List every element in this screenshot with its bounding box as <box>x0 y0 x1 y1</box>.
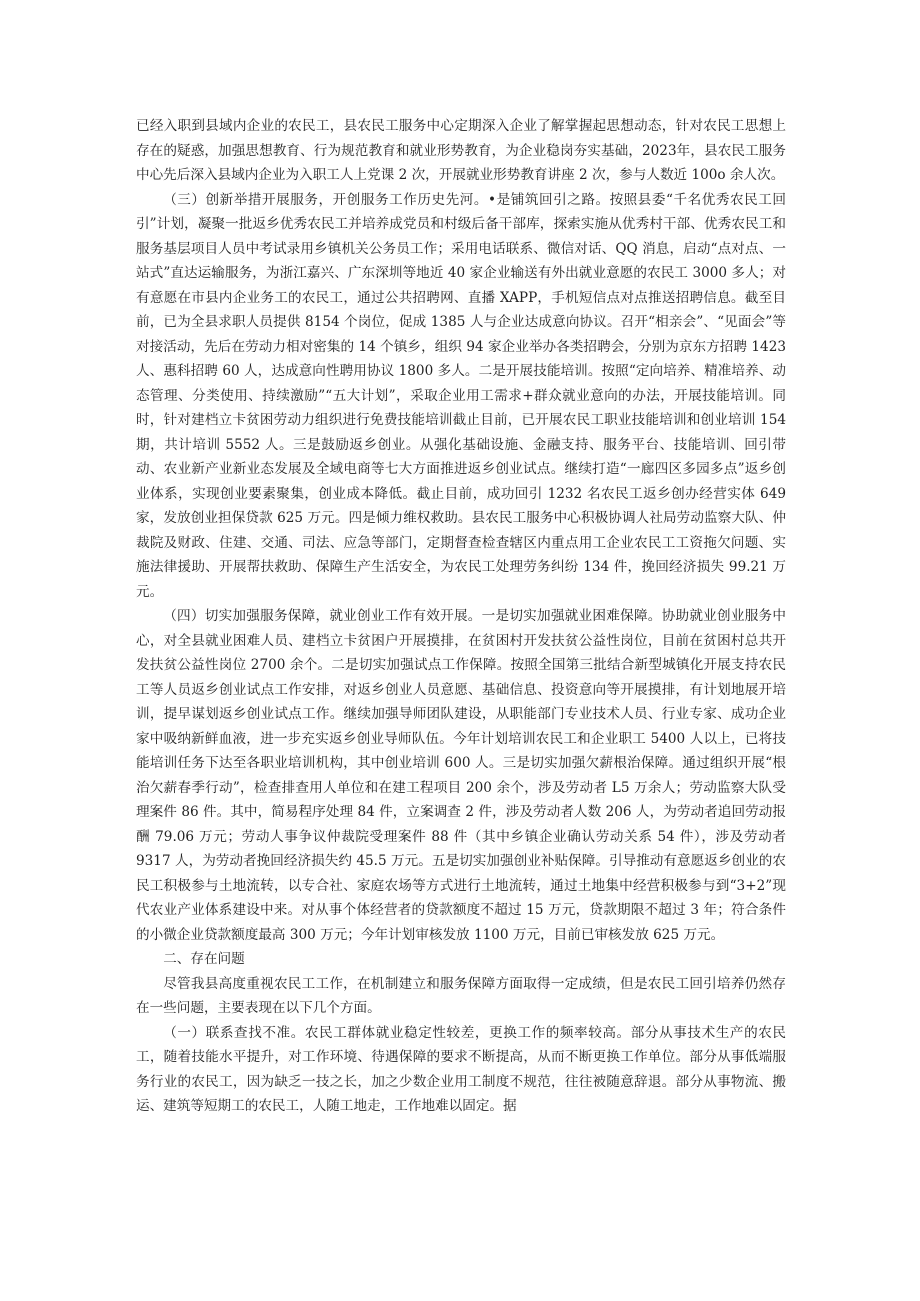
paragraph-section-3-innovation: （三）创新举措开展服务，开创服务工作历史先河。•是铺筑回引之路。按照县委“千名优秀农民工回引”计划，凝聚一批返乡优秀农民工并培养成党员和村级后备干部库，探索实施从优秀村干部、优秀农民工和服务基层项目人员中考试录用乡镇机关公务员工作；采用电话联系、微信对话、QQ 消息，启动“点对点、一站式”直达运输服务，为浙江嘉兴、广东深圳等地近 40 家企业输送有外出就业意愿的农民工 3000 多人；对有意愿在市县内企业务工的农民工，通过公共招聘网、直播 XAPP，手机短信点对点推送招聘信息。截至目前，已为全县求职人员提供 8154 个岗位，促成 1385 人与企业达成意向协议。召开“相亲会”、“见面会”等对接活动，先后在劳动力相对密集的 14 个镇乡，组织 94 家企业举办各类招聘会，分别为京东方招聘 1423 人、惠科招聘 60 人，达成意向性聘用协议 1800 多人。二是开展技能培训。按照“定向培养、精准培养、动态管理、分类使用、持续激励”“五大计划”，采取企业用工需求+群众就业意向的办法，开展技能培训。同时，针对建档立卡贫困劳动力组织进行免费技能培训截止目前，已开展农民工职业技能培训和创业培训 154 期，共计培训 5552 人。三是鼓励返乡创业。从强化基础设施、金融支持、服务平台、技能培训、回引带动、农业新产业新业态发展及全域电商等七大方面推进返乡创业试点。继续打造“一廊四区多园多点”返乡创业体系，实现创业要素聚集，创业成本降低。截止目前，成功回引 1232 名农民工返乡创办经营实体 649 家，发放创业担保贷款 625 万元。四是倾力维权救助。县农民工服务中心积极协调人社局劳动监察大队、仲裁院及财政、住建、交通、司法、应急等部门，定期督查检查辖区内重点用工企业农民工工资拖欠问题、实施法律援助、开展帮扶救助、保障生产生活安全，为农民工处理劳务纠纷 134 件，挽回经济损失 99.21 万元。 <box>136 191 786 600</box>
paragraph-problem-1-contact: （一）联系查找不准。农民工群体就业稳定性较差，更换工作的频率较高。部分从事技术生产的农民工，随着技能水平提升，对工作环境、待遇保障的要求不断提高，从而不断更换工作单位。部分从事低端服务行业的农民工，因为缺乏一技之长，加之少数企业用工制度不规范，往往被随意辞退。部分从事物流、搬运、建筑等短期工的农民工，人随工地走，工作地难以固定。据 <box>136 1024 786 1114</box>
document-body <box>136 114 786 1119</box>
paragraph-section-4-service-guarantee: （四）切实加强服务保障，就业创业工作有效开展。一是切实加强就业困难保障。协助就业创业服务中心，对全县就业困难人员、建档立卡贫困户开展摸排，在贫困村开发扶贫公益性岗位，目前在贫困村总共开发扶贫公益性岗位 2700 余个。二是切实加强试点工作保障。按照全国第三批结合新型城镇化开展支持农民工等人员返乡创业试点工作安排，对返乡创业人员意愿、基础信息、投资意向等开展摸排，有计划地展开培训，提早谋划返乡创业试点工作。继续加强导师团队建设，从职能部门专业技术人员、行业专家、成功企业家中吸纳新鲜血液，进一步充实返乡创业导师队伍。今年计划培训农民工和企业职工 5400 人以上，已将技能培训任务下达至各职业培训机构，其中创业培训 600 人。三是切实加强欠薪根治保障。通过组织开展“根治欠薪春季行动”，检查排查用人单位和在建工程项目 200 余个，涉及劳动者 L5 万余人；劳动监察大队受理案件 86 件。其中，简易程序处理 84 件，立案调查 2 件，涉及劳动者人数 206 人，为劳动者追回劳动报酬 79.06 万元；劳动人事争议仲裁院受理案件 88 件（其中乡镇企业确认劳动关系 54 件），涉及劳动者 9317 人，为劳动者挽回经济损失约 45.5 万元。五是切实加强创业补贴保障。引导推动有意愿返乡创业的农民工积极参与土地流转，以专合社、家庭农场等方式进行土地流转，通过土地集中经营积极参与到“3+2”现代农业产业体系建设中来。对从事个体经营者的贷款额度不超过 15 万元，贷款期限不超过 3 年；符合条件的小微企业贷款额度最高 300 万元；今年计划审核发放 1100 万元，目前已审核发放 625 万元。 <box>136 608 786 943</box>
heading-existing-problems: 二、存在问题 <box>163 951 245 967</box>
paragraph-problems-overview: 尽管我县高度重视农民工工作，在机制建立和服务保障方面取得一定成绩，但是农民工回引培养仍然存在一些问题，主要表现在以下几个方面。 <box>136 975 786 1016</box>
paragraph-intro-continuation: 已经入职到县域内企业的农民工，县农民工服务中心定期深入企业了解掌握起思想动态，针对农民工思想上存在的疑惑，加强思想教育、行为规范教育和就业形势教育，为企业稳岗夯实基础，2023年，县农民工服务中心先后深入县域内企业为入职工人上党课 2 次，开展就业形势教育讲座 2 次，参与人数近 100o 余人次。 <box>136 118 786 183</box>
